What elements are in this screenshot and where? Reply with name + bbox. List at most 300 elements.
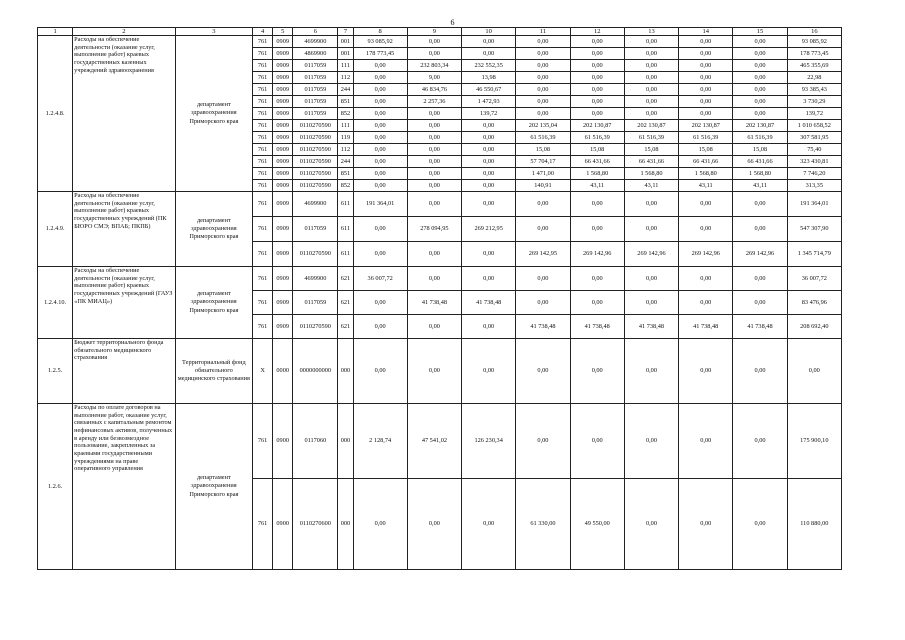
header-cell: 9 — [407, 28, 461, 36]
responsible-department: департамент здравоохранения Приморского края — [175, 267, 252, 339]
amount-cell: 41 738,48 — [407, 291, 461, 315]
code-cell: 761 — [253, 168, 273, 180]
code-cell: 761 — [253, 267, 273, 291]
amount-cell: 0,00 — [733, 192, 787, 217]
amount-cell: 323 430,81 — [787, 156, 841, 168]
code-cell: 0110270590 — [293, 156, 338, 168]
amount-cell: 15,08 — [679, 144, 733, 156]
amount-cell: 269 142,95 — [516, 242, 570, 267]
code-cell: 0000 — [273, 339, 293, 404]
amount-cell: 139,72 — [787, 108, 841, 120]
header-cell: 13 — [624, 28, 678, 36]
code-cell: 0110270600 — [293, 479, 338, 570]
amount-cell: 0,00 — [353, 108, 407, 120]
amount-cell: 0,00 — [353, 72, 407, 84]
header-cell: 7 — [338, 28, 353, 36]
amount-cell: 0,00 — [353, 168, 407, 180]
amount-cell: 0,00 — [407, 180, 461, 192]
amount-cell: 0,00 — [407, 108, 461, 120]
amount-cell: 547 307,90 — [787, 217, 841, 242]
amount-cell: 83 476,96 — [787, 291, 841, 315]
amount-cell: 0,00 — [516, 339, 570, 404]
amount-cell: 61 516,39 — [679, 132, 733, 144]
amount-cell: 0,00 — [407, 267, 461, 291]
amount-cell: 41 738,48 — [624, 315, 678, 339]
amount-cell: 0,00 — [679, 479, 733, 570]
item-number: 1.2.5. — [38, 339, 73, 404]
amount-cell: 0,00 — [624, 60, 678, 72]
amount-cell: 269 142,96 — [570, 242, 624, 267]
amount-cell: 0,00 — [407, 120, 461, 132]
amount-cell: 93 085,92 — [787, 36, 841, 48]
code-cell: 0110270590 — [293, 144, 338, 156]
code-cell: 761 — [253, 60, 273, 72]
header-cell: 4 — [253, 28, 273, 36]
amount-cell: 1 010 658,52 — [787, 120, 841, 132]
amount-cell: 269 142,96 — [679, 242, 733, 267]
amount-cell: 0,00 — [353, 120, 407, 132]
code-cell: 0909 — [273, 242, 293, 267]
amount-cell: 0,00 — [679, 192, 733, 217]
code-cell: 111 — [338, 60, 353, 72]
header-cell: 15 — [733, 28, 787, 36]
amount-cell: 0,00 — [733, 404, 787, 479]
amount-cell: 0,00 — [516, 36, 570, 48]
code-cell: 852 — [338, 180, 353, 192]
amount-cell: 0,00 — [679, 291, 733, 315]
item-description: Расходы на обеспечение деятельности (оказание услуг, выполнение работ) краевых государственных учреждений (ПК БЮРО СМЭ; ВПАБ; ПКПБ) — [73, 192, 176, 267]
code-cell: 621 — [338, 267, 353, 291]
amount-cell: 75,40 — [787, 144, 841, 156]
amount-cell: 0,00 — [516, 84, 570, 96]
amount-cell: 0,00 — [733, 72, 787, 84]
amount-cell: 1 568,80 — [733, 168, 787, 180]
amount-cell: 0,00 — [407, 339, 461, 404]
amount-cell: 0,00 — [353, 217, 407, 242]
amount-cell: 0,00 — [353, 479, 407, 570]
code-cell: 761 — [253, 108, 273, 120]
amount-cell: 41 738,48 — [733, 315, 787, 339]
code-cell: 244 — [338, 84, 353, 96]
code-cell: 0909 — [273, 84, 293, 96]
amount-cell: 269 212,95 — [462, 217, 516, 242]
amount-cell: 0,00 — [462, 156, 516, 168]
code-cell: 761 — [253, 192, 273, 217]
code-cell: 0110270590 — [293, 120, 338, 132]
amount-cell: 0,00 — [624, 72, 678, 84]
code-cell: 0909 — [273, 108, 293, 120]
amount-cell: 0,00 — [462, 144, 516, 156]
amount-cell: 0,00 — [353, 156, 407, 168]
code-cell: 0117059 — [293, 84, 338, 96]
code-cell: 0909 — [273, 315, 293, 339]
item-description: Расходы на обеспечение деятельности (оказание услуг, выполнение работ) краевых государственных казенных учреждений здравоохранения — [73, 36, 176, 192]
amount-cell: 0,00 — [353, 132, 407, 144]
amount-cell: 0,00 — [733, 48, 787, 60]
table-row — [38, 339, 842, 404]
header-cell: 14 — [679, 28, 733, 36]
amount-cell: 0,00 — [516, 108, 570, 120]
code-cell: 761 — [253, 48, 273, 60]
amount-cell: 0,00 — [516, 96, 570, 108]
amount-cell: 465 355,69 — [787, 60, 841, 72]
amount-cell: 278 094,95 — [407, 217, 461, 242]
code-cell: 761 — [253, 315, 273, 339]
amount-cell: 22,98 — [787, 72, 841, 84]
header-row — [38, 28, 842, 36]
amount-cell: 0,00 — [407, 479, 461, 570]
code-cell: 000 — [338, 339, 353, 404]
code-cell: 761 — [253, 291, 273, 315]
amount-cell: 61 516,39 — [733, 132, 787, 144]
code-cell: 621 — [338, 291, 353, 315]
amount-cell: 41 738,48 — [679, 315, 733, 339]
amount-cell: 0,00 — [733, 36, 787, 48]
amount-cell: 0,00 — [462, 242, 516, 267]
header-cell: 12 — [570, 28, 624, 36]
code-cell: 000 — [338, 404, 353, 479]
item-description: Бюджет территориального фонда обязательного медицинского страхования — [73, 339, 176, 404]
amount-cell: 2 128,74 — [353, 404, 407, 479]
code-cell: 0110270590 — [293, 315, 338, 339]
amount-cell: 202 130,87 — [624, 120, 678, 132]
amount-cell: 36 007,72 — [353, 267, 407, 291]
amount-cell: 0,00 — [624, 48, 678, 60]
table-row — [38, 192, 842, 217]
amount-cell: 15,08 — [733, 144, 787, 156]
amount-cell: 0,00 — [787, 339, 841, 404]
amount-cell: 0,00 — [407, 132, 461, 144]
code-cell: 0909 — [273, 217, 293, 242]
code-cell: 621 — [338, 315, 353, 339]
amount-cell: 0,00 — [624, 339, 678, 404]
item-number: 1.2.4.9. — [38, 192, 73, 267]
amount-cell: 0,00 — [733, 339, 787, 404]
code-cell: 119 — [338, 132, 353, 144]
amount-cell: 0,00 — [570, 108, 624, 120]
amount-cell: 0,00 — [679, 108, 733, 120]
code-cell: 761 — [253, 96, 273, 108]
code-cell: 0117060 — [293, 404, 338, 479]
amount-cell: 232 803,34 — [407, 60, 461, 72]
code-cell: 001 — [338, 36, 353, 48]
amount-cell: 0,00 — [624, 108, 678, 120]
amount-cell: 0,00 — [570, 404, 624, 479]
amount-cell: 0,00 — [679, 339, 733, 404]
amount-cell: 126 230,34 — [462, 404, 516, 479]
amount-cell: 0,00 — [570, 192, 624, 217]
code-cell: 761 — [253, 242, 273, 267]
amount-cell: 0,00 — [624, 192, 678, 217]
amount-cell: 0,00 — [516, 72, 570, 84]
code-cell: 0110270590 — [293, 180, 338, 192]
code-cell: 0909 — [273, 144, 293, 156]
amount-cell: 0,00 — [462, 479, 516, 570]
code-cell: 0909 — [273, 36, 293, 48]
code-cell: 761 — [253, 72, 273, 84]
amount-cell: 307 581,95 — [787, 132, 841, 144]
amount-cell: 178 773,45 — [353, 48, 407, 60]
amount-cell: 93 085,92 — [353, 36, 407, 48]
amount-cell: 15,08 — [624, 144, 678, 156]
amount-cell: 313,35 — [787, 180, 841, 192]
amount-cell: 202 135,04 — [516, 120, 570, 132]
amount-cell: 0,00 — [679, 404, 733, 479]
code-cell: 0909 — [273, 132, 293, 144]
amount-cell: 1 471,00 — [516, 168, 570, 180]
amount-cell: 41 738,48 — [462, 291, 516, 315]
code-cell: 112 — [338, 72, 353, 84]
responsible-department: департамент здравоохранения Приморского края — [175, 192, 252, 267]
amount-cell: 0,00 — [570, 72, 624, 84]
amount-cell: 0,00 — [462, 48, 516, 60]
amount-cell: 0,00 — [570, 84, 624, 96]
code-cell: 0909 — [273, 72, 293, 84]
amount-cell: 43,11 — [624, 180, 678, 192]
amount-cell: 0,00 — [353, 315, 407, 339]
code-cell: 0909 — [273, 48, 293, 60]
code-cell: 0909 — [273, 156, 293, 168]
amount-cell: 0,00 — [733, 267, 787, 291]
code-cell: 611 — [338, 242, 353, 267]
amount-cell: 0,00 — [570, 217, 624, 242]
amount-cell: 269 142,96 — [733, 242, 787, 267]
code-cell: 0117059 — [293, 96, 338, 108]
code-cell: 000 — [338, 479, 353, 570]
amount-cell: 66 431,66 — [624, 156, 678, 168]
amount-cell: 13,98 — [462, 72, 516, 84]
amount-cell: 41 738,48 — [516, 315, 570, 339]
amount-cell: 202 130,87 — [733, 120, 787, 132]
code-cell: 852 — [338, 108, 353, 120]
amount-cell: 0,00 — [679, 217, 733, 242]
amount-cell: 0,00 — [679, 48, 733, 60]
amount-cell: 43,11 — [733, 180, 787, 192]
header-cell: 10 — [462, 28, 516, 36]
header-cell: 1 — [38, 28, 73, 36]
amount-cell: 0,00 — [679, 36, 733, 48]
code-cell: 761 — [253, 180, 273, 192]
header-cell: 5 — [273, 28, 293, 36]
amount-cell: 9,00 — [407, 72, 461, 84]
amount-cell: 0,00 — [353, 60, 407, 72]
amount-cell: 0,00 — [733, 60, 787, 72]
amount-cell: 0,00 — [462, 120, 516, 132]
amount-cell: 93 385,43 — [787, 84, 841, 96]
amount-cell: 0,00 — [733, 217, 787, 242]
responsible-department: Территориальный фонд обязательного медицинского страхования — [175, 339, 252, 404]
amount-cell: 110 880,00 — [787, 479, 841, 570]
amount-cell: 0,00 — [353, 180, 407, 192]
code-cell: 0909 — [273, 180, 293, 192]
amount-cell: 0,00 — [624, 217, 678, 242]
amount-cell: 0,00 — [462, 192, 516, 217]
amount-cell: 0,00 — [679, 267, 733, 291]
code-cell: 0110270590 — [293, 168, 338, 180]
amount-cell: 139,72 — [462, 108, 516, 120]
amount-cell: 0,00 — [407, 315, 461, 339]
amount-cell: 61 516,39 — [516, 132, 570, 144]
code-cell: X — [253, 339, 273, 404]
amount-cell: 61 330,00 — [516, 479, 570, 570]
code-cell: 112 — [338, 144, 353, 156]
amount-cell: 0,00 — [353, 291, 407, 315]
amount-cell: 0,00 — [516, 291, 570, 315]
responsible-department: департамент здравоохранения Приморского края — [175, 36, 252, 192]
amount-cell: 140,91 — [516, 180, 570, 192]
amount-cell: 0,00 — [407, 192, 461, 217]
code-cell: 761 — [253, 479, 273, 570]
code-cell: 0117059 — [293, 60, 338, 72]
amount-cell: 0,00 — [516, 48, 570, 60]
code-cell: 851 — [338, 96, 353, 108]
amount-cell: 47 541,02 — [407, 404, 461, 479]
amount-cell: 0,00 — [570, 36, 624, 48]
code-cell: 0909 — [273, 168, 293, 180]
amount-cell: 0,00 — [679, 72, 733, 84]
amount-cell: 0,00 — [570, 60, 624, 72]
item-number: 1.2.6. — [38, 404, 73, 570]
amount-cell: 0,00 — [407, 168, 461, 180]
amount-cell: 202 130,87 — [679, 120, 733, 132]
amount-cell: 66 431,66 — [733, 156, 787, 168]
item-description: Расходы на обеспечение деятельности (оказание услуг, выполнение работ) краевых государственных учреждений (ГАУЗ «ПК МИАЦ») — [73, 267, 176, 339]
table-row — [38, 267, 842, 291]
amount-cell: 0,00 — [570, 48, 624, 60]
header-cell: 2 — [73, 28, 176, 36]
amount-cell: 66 431,66 — [570, 156, 624, 168]
code-cell: 244 — [338, 156, 353, 168]
code-cell: 0117059 — [293, 217, 338, 242]
amount-cell: 0,00 — [462, 36, 516, 48]
code-cell: 761 — [253, 36, 273, 48]
code-cell: 761 — [253, 404, 273, 479]
amount-cell: 0,00 — [570, 339, 624, 404]
amount-cell: 0,00 — [624, 84, 678, 96]
amount-cell: 175 900,10 — [787, 404, 841, 479]
amount-cell: 46 550,67 — [462, 84, 516, 96]
item-description: Расходы по оплате договоров на выполнение работ, оказание услуг, связанных с капитальным ремонтом нефинансовых активов, полученных в аренду или безвозмездное пользование, закрепленных за краевыми государственными учреждениями на праве оперативного управления — [73, 404, 176, 570]
item-number: 1.2.4.8. — [38, 36, 73, 192]
amount-cell: 0,00 — [516, 267, 570, 291]
item-number: 1.2.4.10. — [38, 267, 73, 339]
amount-cell: 15,08 — [516, 144, 570, 156]
amount-cell: 46 834,76 — [407, 84, 461, 96]
code-cell: 0110270590 — [293, 242, 338, 267]
amount-cell: 0,00 — [679, 84, 733, 96]
page-number: 6 — [450, 18, 455, 27]
amount-cell: 1 568,80 — [679, 168, 733, 180]
code-cell: 611 — [338, 192, 353, 217]
amount-cell: 0,00 — [407, 48, 461, 60]
amount-cell: 269 142,96 — [624, 242, 678, 267]
amount-cell: 0,00 — [624, 36, 678, 48]
code-cell: 0909 — [273, 96, 293, 108]
header-cell: 11 — [516, 28, 570, 36]
amount-cell: 0,00 — [462, 180, 516, 192]
code-cell: 0909 — [273, 192, 293, 217]
amount-cell: 0,00 — [407, 144, 461, 156]
amount-cell: 0,00 — [353, 339, 407, 404]
amount-cell: 0,00 — [733, 96, 787, 108]
code-cell: 4699900 — [293, 192, 338, 217]
amount-cell: 232 552,35 — [462, 60, 516, 72]
amount-cell: 61 516,39 — [624, 132, 678, 144]
amount-cell: 0,00 — [624, 96, 678, 108]
code-cell: 761 — [253, 132, 273, 144]
code-cell: 761 — [253, 156, 273, 168]
code-cell: 761 — [253, 217, 273, 242]
amount-cell: 0,00 — [462, 315, 516, 339]
amount-cell: 0,00 — [353, 84, 407, 96]
code-cell: 611 — [338, 217, 353, 242]
amount-cell: 0,00 — [462, 339, 516, 404]
amount-cell: 7 746,20 — [787, 168, 841, 180]
amount-cell: 43,11 — [679, 180, 733, 192]
amount-cell: 36 007,72 — [787, 267, 841, 291]
amount-cell: 0,00 — [733, 479, 787, 570]
amount-cell: 208 692,40 — [787, 315, 841, 339]
code-cell: 851 — [338, 168, 353, 180]
code-cell: 4699900 — [293, 267, 338, 291]
amount-cell: 0,00 — [679, 96, 733, 108]
header-cell: 6 — [293, 28, 338, 36]
amount-cell: 3 730,29 — [787, 96, 841, 108]
amount-cell: 1 568,80 — [624, 168, 678, 180]
amount-cell: 191 364,01 — [353, 192, 407, 217]
amount-cell: 0,00 — [407, 242, 461, 267]
amount-cell: 0,00 — [462, 168, 516, 180]
amount-cell: 0,00 — [570, 267, 624, 291]
code-cell: 001 — [338, 48, 353, 60]
amount-cell: 178 773,45 — [787, 48, 841, 60]
amount-cell: 0,00 — [462, 132, 516, 144]
amount-cell: 2 257,36 — [407, 96, 461, 108]
code-cell: 0909 — [273, 120, 293, 132]
amount-cell: 0,00 — [570, 96, 624, 108]
amount-cell: 1 472,93 — [462, 96, 516, 108]
code-cell: 0117059 — [293, 108, 338, 120]
code-cell: 0900 — [273, 404, 293, 479]
header-cell: 3 — [175, 28, 252, 36]
code-cell: 761 — [253, 120, 273, 132]
code-cell: 0110270590 — [293, 132, 338, 144]
code-cell: 4869900 — [293, 48, 338, 60]
amount-cell: 1 345 714,79 — [787, 242, 841, 267]
amount-cell: 0,00 — [516, 192, 570, 217]
amount-cell: 0,00 — [624, 404, 678, 479]
amount-cell: 0,00 — [353, 96, 407, 108]
code-cell: 0909 — [273, 60, 293, 72]
code-cell: 0909 — [273, 291, 293, 315]
amount-cell: 49 550,00 — [570, 479, 624, 570]
amount-cell: 15,08 — [570, 144, 624, 156]
amount-cell: 191 364,01 — [787, 192, 841, 217]
amount-cell: 0,00 — [407, 36, 461, 48]
amount-cell: 0,00 — [407, 156, 461, 168]
code-cell: 0000000000 — [293, 339, 338, 404]
amount-cell: 0,00 — [624, 479, 678, 570]
budget-table — [37, 27, 842, 570]
amount-cell: 43,11 — [570, 180, 624, 192]
amount-cell: 0,00 — [516, 217, 570, 242]
amount-cell: 0,00 — [624, 267, 678, 291]
amount-cell: 0,00 — [516, 404, 570, 479]
amount-cell: 0,00 — [570, 291, 624, 315]
code-cell: 111 — [338, 120, 353, 132]
amount-cell: 0,00 — [516, 60, 570, 72]
amount-cell: 0,00 — [462, 267, 516, 291]
